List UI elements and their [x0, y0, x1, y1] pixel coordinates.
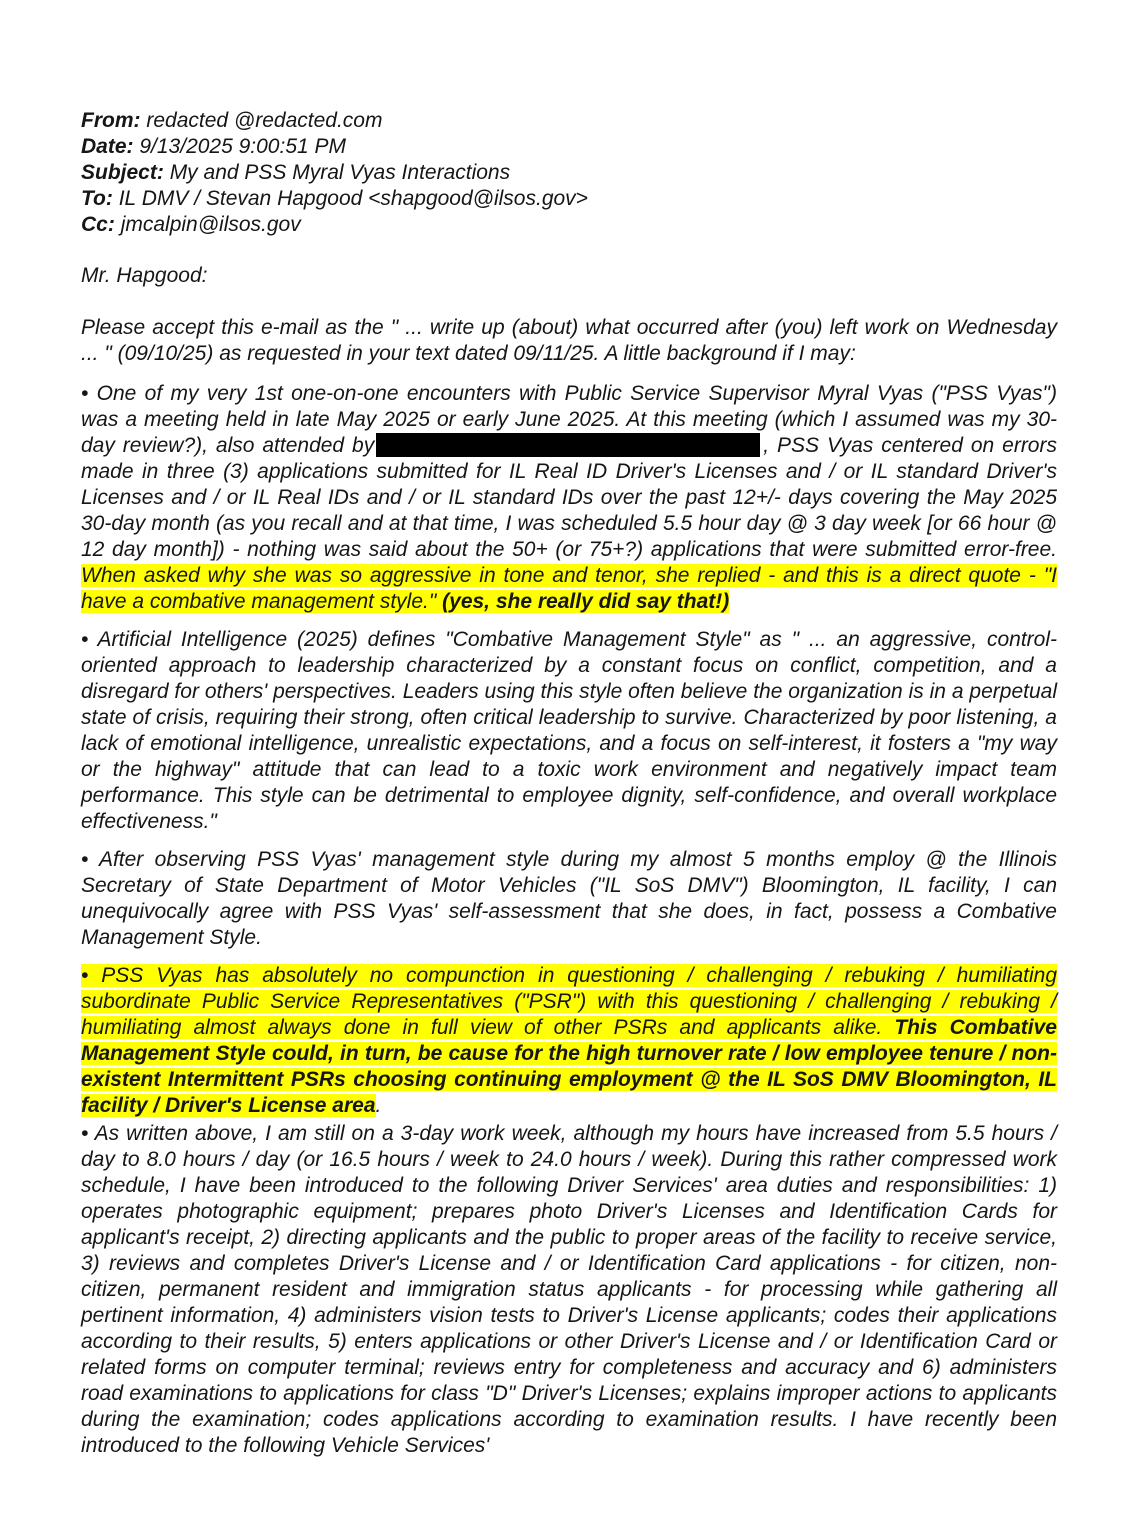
intro-paragraph	[81, 315, 1057, 367]
bullet-after-observing	[81, 847, 1057, 951]
email-body	[81, 315, 1057, 1459]
email-header	[81, 108, 1057, 238]
redaction-bar	[376, 433, 760, 457]
from-value: redacted @redacted.com	[146, 109, 383, 132]
to-value: IL DMV / Stevan Hapgood <shapgood@ilsos.gov>	[118, 187, 588, 210]
header-cc	[81, 212, 1057, 238]
bullet-ai-definition	[81, 627, 1057, 835]
to-label: To:	[81, 187, 113, 210]
text-segment: • One of my very 1st one-on-one encounters with Public Service Supervisor Myral Vyas ("PSS Vyas") was a meeting held in late May 2025 or early June 2025. At this meeting (which I assumed was my 30-day review?), also attended by	[81, 382, 1057, 457]
header-to	[81, 186, 1057, 212]
text-segment: This Combative Management Style could, in turn, be cause for the high turnover rate / low employee tenure / non-existent Intermittent PSRs choosing continuing employment @ the IL SoS DMV Bloomington, IL facility / Driver's License area	[81, 1016, 1057, 1117]
bullet-first-encounter	[81, 381, 1057, 615]
text-segment: • PSS Vyas has absolutely no compunction in questioning / challenging / rebuking / humiliating subordinate Public Service Representatives ("PSR") with this questioning / challenging / rebuking / humiliating almost always done in full view of other PSRs and applicants alike.	[81, 964, 1057, 1039]
text-segment: When asked why she was so aggressive in tone and tenor, she replied - and this is a direct quote - "I have a combative management style."	[81, 564, 1057, 613]
cc-label: Cc:	[81, 213, 115, 236]
subject-label: Subject:	[81, 161, 164, 184]
header-subject	[81, 160, 1057, 186]
text-segment: • After observing PSS Vyas' management style during my almost 5 months employ @ the Illinois Secretary of State Department of Motor Vehicles ("IL SoS DMV") Bloomington, IL facility, I can unequivocally agree with PSS Vyas' self-assessment that she does, in fact, possess a Combative Management Style.	[81, 848, 1057, 949]
from-label: From:	[81, 109, 141, 132]
text-segment: .	[375, 1094, 382, 1117]
subject-value: My and PSS Myral Vyas Interactions	[169, 161, 511, 184]
text-segment: , PSS Vyas centered on errors made in three (3) applications submitted for IL Real ID Driver's Licenses and / or IL standard Driver's Licenses and / or IL Real IDs and / or IL standard IDs over the past 12+/- days covering the May 2025 30-day month (as you recall and at that time, I was scheduled 5.5 hour day @ 3 day week [or 66 hour @ 12 day month]) - nothing was said about the 50+ (or 75+?) applications that were submitted error-free.	[81, 434, 1057, 561]
cc-value: jmcalpin@ilsos.gov	[120, 213, 301, 236]
text-segment: (yes, she really did say that!)	[442, 590, 730, 613]
bullet-work-week-duties	[81, 1121, 1057, 1459]
text-segment: • As written above, I am still on a 3-day work week, although my hours have increased from 5.5 hours / day to 8.0 hours / day (or 16.5 hours / week to 24.0 hours / week). During this rather compressed work schedule, I have been introduced to the following Driver Services' area duties and responsibilities: 1) operates photographic equipment; prepares photo Driver's Licenses and Identification Cards for applicant's receipt, 2) directing applicants and the public to proper areas of the facility to receive service, 3) reviews and completes Driver's License and / or Identification Card applications - for citizen, non-citizen, permanent resident and immigration status applicants - for processing while gathering all pertinent information, 4) administers vision tests to Driver's License applicants; codes their applications according to their results, 5) enters applications or other Driver's License and / or Identification Card or related forms on computer terminal; reviews entry for completeness and accuracy and 6) administers road examinations to applications for class "D" Driver's Licenses; explains improper actions to applicants during the examination; codes applications according to examination results. I have recently been introduced to the following Vehicle Services'	[81, 1122, 1057, 1457]
text-segment: • Artificial Intelligence (2025) defines "Combative Management Style" as " ... an aggressive, control-oriented approach to leadership characterized by a constant focus on conflict, competition, and a disregard for others' perspectives. Leaders using this style often believe the organization is in a perpetual state of crisis, requiring their strong, often critical leadership to survive. Characterized by poor listening, a lack of emotional intelligence, unrealistic expectations, and a focus on self-interest, it fosters a "my way or the highway" attitude that can lead to a toxic work environment and negatively impact team performance. This style can be detrimental to employee dignity, self-confidence, and overall workplace effectiveness."	[81, 628, 1057, 833]
bullet-no-compunction-highlighted	[81, 963, 1057, 1119]
date-label: Date:	[81, 135, 134, 158]
header-from	[81, 108, 1057, 134]
date-value: 9/13/2025 9:00:51 PM	[139, 135, 347, 158]
header-date	[81, 134, 1057, 160]
salutation: Mr. Hapgood:	[81, 264, 208, 287]
text-segment: Please accept this e-mail as the " ... write up (about) what occurred after (you) left work on Wednesday ... " (09/10/25) as requested in your text dated 09/11/25. A little background if I may:	[81, 316, 1057, 365]
